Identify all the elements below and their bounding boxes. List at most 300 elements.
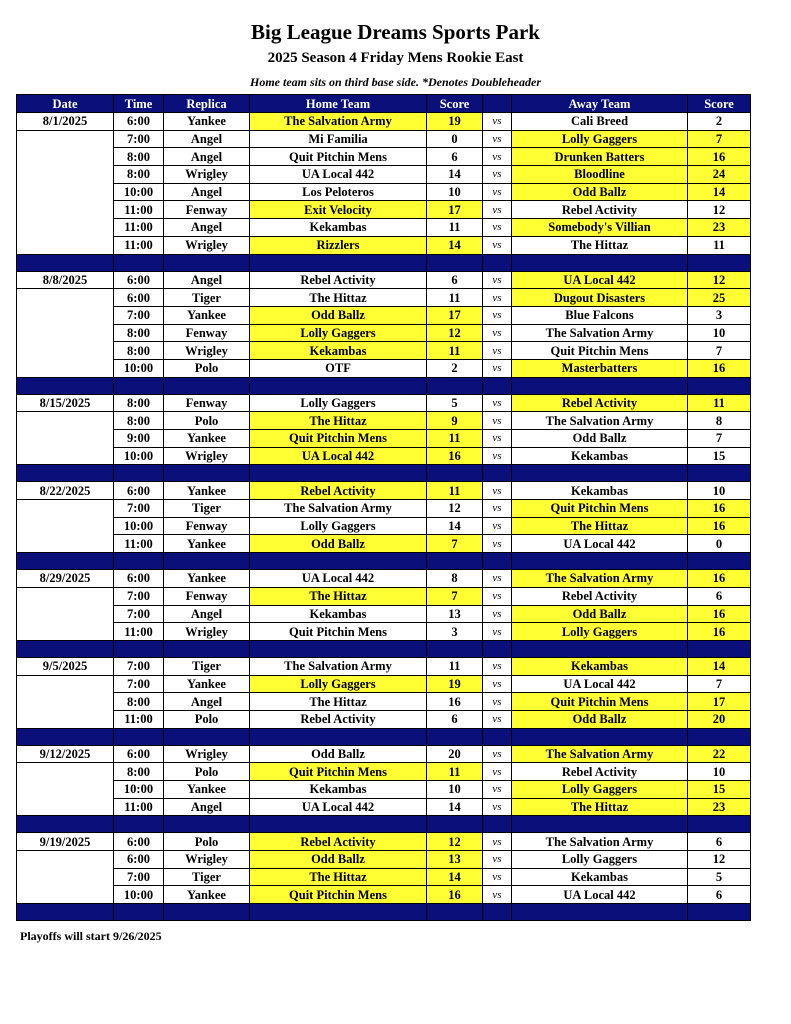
game-row	[17, 412, 751, 430]
away-score: 10	[688, 324, 751, 342]
away-score: 16	[688, 359, 751, 377]
game-time: 8:00	[114, 148, 164, 166]
game-date-blank	[17, 148, 114, 166]
separator-cell	[17, 465, 114, 482]
separator-cell	[483, 254, 512, 271]
game-row	[17, 447, 751, 465]
home-score: 11	[427, 482, 483, 500]
away-score: 2	[688, 113, 751, 131]
game-time: 6:00	[114, 113, 164, 131]
vs-label: vs	[483, 710, 512, 728]
game-time: 6:00	[114, 482, 164, 500]
game-date: 8/22/2025	[17, 482, 114, 500]
game-field: Angel	[164, 219, 250, 237]
away-score: 7	[688, 675, 751, 693]
separator-cell	[688, 816, 751, 833]
game-date-blank	[17, 781, 114, 799]
away-team: UA Local 442	[512, 271, 688, 289]
away-team: UA Local 442	[512, 675, 688, 693]
game-date-blank	[17, 763, 114, 781]
game-time: 9:00	[114, 430, 164, 448]
separator-cell	[512, 904, 688, 921]
page-title: Big League Dreams Sports Park	[251, 20, 540, 44]
home-score: 11	[427, 342, 483, 360]
game-row	[17, 324, 751, 342]
game-row	[17, 219, 751, 237]
home-score: 14	[427, 798, 483, 816]
game-field: Wrigley	[164, 623, 250, 641]
col-header-vs	[483, 95, 512, 113]
page-subtitle: 2025 Season 4 Friday Mens Rookie East	[267, 50, 524, 66]
separator-cell	[427, 254, 483, 271]
separator-cell	[512, 728, 688, 745]
col-header-home-team: Home Team	[250, 95, 427, 113]
away-score: 23	[688, 798, 751, 816]
home-team: The Salvation Army	[250, 113, 427, 131]
col-header-date: Date	[17, 95, 114, 113]
vs-label: vs	[483, 886, 512, 904]
game-date: 8/1/2025	[17, 113, 114, 131]
home-team: UA Local 442	[250, 798, 427, 816]
home-team: The Hittaz	[250, 587, 427, 605]
vs-label: vs	[483, 587, 512, 605]
away-team: Lolly Gaggers	[512, 781, 688, 799]
home-score: 6	[427, 271, 483, 289]
game-date-blank	[17, 851, 114, 869]
game-date: 9/19/2025	[17, 833, 114, 851]
away-team: The Hittaz	[512, 798, 688, 816]
game-field: Fenway	[164, 324, 250, 342]
game-row	[17, 710, 751, 728]
game-field: Angel	[164, 271, 250, 289]
separator-cell	[114, 904, 164, 921]
home-score: 12	[427, 833, 483, 851]
game-row	[17, 359, 751, 377]
vs-label: vs	[483, 130, 512, 148]
separator-cell	[427, 465, 483, 482]
game-time: 10:00	[114, 886, 164, 904]
away-score: 24	[688, 166, 751, 184]
away-score: 16	[688, 517, 751, 535]
away-team: UA Local 442	[512, 535, 688, 553]
away-team: The Salvation Army	[512, 570, 688, 588]
home-team: UA Local 442	[250, 570, 427, 588]
game-time: 7:00	[114, 500, 164, 518]
game-date-blank	[17, 623, 114, 641]
separator-cell	[427, 816, 483, 833]
vs-label: vs	[483, 570, 512, 588]
home-team: Odd Ballz	[250, 745, 427, 763]
separator-cell	[688, 728, 751, 745]
game-time: 11:00	[114, 710, 164, 728]
separator-cell	[17, 553, 114, 570]
game-time: 10:00	[114, 359, 164, 377]
game-date-blank	[17, 342, 114, 360]
week-separator	[17, 904, 751, 921]
game-date-blank	[17, 166, 114, 184]
away-team: The Hittaz	[512, 517, 688, 535]
game-field: Angel	[164, 605, 250, 623]
away-score: 14	[688, 183, 751, 201]
away-team: Kekambas	[512, 657, 688, 675]
game-time: 11:00	[114, 623, 164, 641]
home-score: 3	[427, 623, 483, 641]
game-field: Polo	[164, 833, 250, 851]
separator-cell	[512, 640, 688, 657]
separator-cell	[17, 254, 114, 271]
game-date-blank	[17, 587, 114, 605]
home-score: 7	[427, 587, 483, 605]
game-date-blank	[17, 412, 114, 430]
away-team: Kekambas	[512, 868, 688, 886]
game-field: Tiger	[164, 500, 250, 518]
home-team: Quit Pitchin Mens	[250, 430, 427, 448]
separator-cell	[164, 904, 250, 921]
game-date-blank	[17, 324, 114, 342]
game-date-blank	[17, 430, 114, 448]
separator-cell	[483, 904, 512, 921]
away-team: Bloodline	[512, 166, 688, 184]
away-team: Masterbatters	[512, 359, 688, 377]
game-field: Angel	[164, 183, 250, 201]
game-time: 7:00	[114, 306, 164, 324]
separator-cell	[483, 553, 512, 570]
separator-cell	[250, 254, 427, 271]
game-field: Tiger	[164, 289, 250, 307]
game-time: 8:00	[114, 763, 164, 781]
separator-cell	[114, 728, 164, 745]
game-time: 10:00	[114, 517, 164, 535]
game-field: Yankee	[164, 535, 250, 553]
game-date-blank	[17, 500, 114, 518]
vs-label: vs	[483, 394, 512, 412]
away-score: 15	[688, 447, 751, 465]
away-score: 20	[688, 710, 751, 728]
away-score: 12	[688, 201, 751, 219]
game-field: Tiger	[164, 868, 250, 886]
week-separator	[17, 254, 751, 271]
home-team: Lolly Gaggers	[250, 675, 427, 693]
away-score: 12	[688, 851, 751, 869]
away-team: Quit Pitchin Mens	[512, 500, 688, 518]
game-time: 8:00	[114, 342, 164, 360]
vs-label: vs	[483, 359, 512, 377]
away-score: 10	[688, 482, 751, 500]
game-date: 8/15/2025	[17, 394, 114, 412]
game-field: Angel	[164, 798, 250, 816]
home-score: 16	[427, 447, 483, 465]
vs-label: vs	[483, 183, 512, 201]
separator-cell	[250, 465, 427, 482]
game-date-blank	[17, 359, 114, 377]
week-separator	[17, 640, 751, 657]
away-team: Lolly Gaggers	[512, 130, 688, 148]
game-field: Polo	[164, 359, 250, 377]
away-score: 11	[688, 236, 751, 254]
game-field: Wrigley	[164, 166, 250, 184]
away-team: The Salvation Army	[512, 745, 688, 763]
game-time: 8:00	[114, 166, 164, 184]
game-time: 6:00	[114, 289, 164, 307]
away-team: Odd Ballz	[512, 605, 688, 623]
game-row	[17, 745, 751, 763]
game-date-blank	[17, 447, 114, 465]
home-score: 8	[427, 570, 483, 588]
game-row	[17, 482, 751, 500]
game-field: Yankee	[164, 113, 250, 131]
separator-cell	[17, 728, 114, 745]
home-score: 7	[427, 535, 483, 553]
game-date: 8/29/2025	[17, 570, 114, 588]
game-time: 7:00	[114, 657, 164, 675]
separator-cell	[483, 640, 512, 657]
game-row	[17, 851, 751, 869]
home-team: Quit Pitchin Mens	[250, 623, 427, 641]
home-score: 19	[427, 675, 483, 693]
away-score: 5	[688, 868, 751, 886]
game-field: Fenway	[164, 394, 250, 412]
game-field: Fenway	[164, 587, 250, 605]
separator-cell	[512, 816, 688, 833]
vs-label: vs	[483, 271, 512, 289]
footer-note: Playoffs will start 9/26/2025	[20, 929, 162, 943]
game-field: Polo	[164, 763, 250, 781]
game-time: 8:00	[114, 324, 164, 342]
away-score: 14	[688, 657, 751, 675]
game-row	[17, 289, 751, 307]
game-time: 11:00	[114, 535, 164, 553]
separator-cell	[483, 465, 512, 482]
game-time: 8:00	[114, 693, 164, 711]
separator-cell	[17, 377, 114, 394]
home-score: 6	[427, 148, 483, 166]
home-score: 19	[427, 113, 483, 131]
home-team: UA Local 442	[250, 166, 427, 184]
game-date-blank	[17, 306, 114, 324]
away-team: Rebel Activity	[512, 201, 688, 219]
game-row	[17, 763, 751, 781]
vs-label: vs	[483, 623, 512, 641]
away-team: Kekambas	[512, 482, 688, 500]
game-field: Wrigley	[164, 236, 250, 254]
away-score: 16	[688, 570, 751, 588]
vs-label: vs	[483, 868, 512, 886]
game-row	[17, 394, 751, 412]
home-score: 11	[427, 289, 483, 307]
away-team: The Salvation Army	[512, 833, 688, 851]
home-team: Mi Familia	[250, 130, 427, 148]
home-team: Quit Pitchin Mens	[250, 763, 427, 781]
away-score: 0	[688, 535, 751, 553]
home-team: Odd Ballz	[250, 851, 427, 869]
separator-cell	[427, 377, 483, 394]
away-score: 15	[688, 781, 751, 799]
away-score: 10	[688, 763, 751, 781]
home-team: Rebel Activity	[250, 833, 427, 851]
home-score: 12	[427, 324, 483, 342]
game-time: 8:00	[114, 412, 164, 430]
game-date-blank	[17, 868, 114, 886]
separator-cell	[688, 377, 751, 394]
vs-label: vs	[483, 851, 512, 869]
away-team: The Salvation Army	[512, 412, 688, 430]
home-team: Kekambas	[250, 219, 427, 237]
game-time: 7:00	[114, 587, 164, 605]
home-score: 0	[427, 130, 483, 148]
home-score: 6	[427, 710, 483, 728]
col-header-away-score: Score	[688, 95, 751, 113]
game-field: Yankee	[164, 781, 250, 799]
home-score: 5	[427, 394, 483, 412]
away-score: 16	[688, 605, 751, 623]
game-row	[17, 342, 751, 360]
home-score: 16	[427, 886, 483, 904]
separator-cell	[114, 254, 164, 271]
away-score: 11	[688, 394, 751, 412]
away-team: Somebody's Villian	[512, 219, 688, 237]
game-time: 6:00	[114, 851, 164, 869]
home-team: Quit Pitchin Mens	[250, 148, 427, 166]
home-team: UA Local 442	[250, 447, 427, 465]
game-date-blank	[17, 201, 114, 219]
away-score: 6	[688, 833, 751, 851]
game-row	[17, 183, 751, 201]
separator-cell	[427, 728, 483, 745]
away-team: UA Local 442	[512, 886, 688, 904]
game-time: 8:00	[114, 394, 164, 412]
home-team: Rebel Activity	[250, 482, 427, 500]
separator-cell	[164, 816, 250, 833]
away-score: 8	[688, 412, 751, 430]
separator-cell	[114, 377, 164, 394]
game-time: 7:00	[114, 605, 164, 623]
away-team: Rebel Activity	[512, 763, 688, 781]
col-header-time: Time	[114, 95, 164, 113]
home-score: 14	[427, 868, 483, 886]
separator-cell	[427, 904, 483, 921]
game-row	[17, 236, 751, 254]
game-date-blank	[17, 289, 114, 307]
away-team: Dugout Disasters	[512, 289, 688, 307]
separator-cell	[114, 640, 164, 657]
game-date-blank	[17, 710, 114, 728]
separator-cell	[483, 728, 512, 745]
separator-cell	[164, 640, 250, 657]
away-score: 17	[688, 693, 751, 711]
game-row	[17, 166, 751, 184]
game-field: Fenway	[164, 517, 250, 535]
away-team: Lolly Gaggers	[512, 623, 688, 641]
home-score: 17	[427, 201, 483, 219]
game-row	[17, 833, 751, 851]
away-score: 7	[688, 342, 751, 360]
game-field: Angel	[164, 130, 250, 148]
separator-cell	[17, 816, 114, 833]
home-team: Lolly Gaggers	[250, 324, 427, 342]
separator-cell	[250, 904, 427, 921]
game-date: 9/5/2025	[17, 657, 114, 675]
game-row	[17, 605, 751, 623]
home-team: Rebel Activity	[250, 271, 427, 289]
separator-cell	[512, 553, 688, 570]
home-score: 14	[427, 236, 483, 254]
game-date-blank	[17, 535, 114, 553]
game-field: Yankee	[164, 886, 250, 904]
vs-label: vs	[483, 745, 512, 763]
game-field: Tiger	[164, 657, 250, 675]
away-score: 7	[688, 130, 751, 148]
vs-label: vs	[483, 201, 512, 219]
week-separator	[17, 728, 751, 745]
game-row	[17, 535, 751, 553]
away-team: Quit Pitchin Mens	[512, 342, 688, 360]
home-score: 16	[427, 693, 483, 711]
vs-label: vs	[483, 675, 512, 693]
home-score: 20	[427, 745, 483, 763]
home-team: Odd Ballz	[250, 535, 427, 553]
game-time: 7:00	[114, 130, 164, 148]
vs-label: vs	[483, 535, 512, 553]
separator-cell	[114, 553, 164, 570]
vs-label: vs	[483, 657, 512, 675]
game-time: 10:00	[114, 781, 164, 799]
home-team: Quit Pitchin Mens	[250, 886, 427, 904]
game-field: Angel	[164, 693, 250, 711]
home-team: The Hittaz	[250, 289, 427, 307]
vs-label: vs	[483, 605, 512, 623]
game-date-blank	[17, 675, 114, 693]
game-row	[17, 130, 751, 148]
vs-label: vs	[483, 324, 512, 342]
home-score: 12	[427, 500, 483, 518]
vs-label: vs	[483, 482, 512, 500]
vs-label: vs	[483, 517, 512, 535]
home-team: The Salvation Army	[250, 500, 427, 518]
vs-label: vs	[483, 447, 512, 465]
game-row	[17, 570, 751, 588]
game-row	[17, 306, 751, 324]
game-row	[17, 500, 751, 518]
away-score: 16	[688, 148, 751, 166]
separator-cell	[17, 640, 114, 657]
separator-cell	[250, 377, 427, 394]
game-date-blank	[17, 517, 114, 535]
home-team: The Hittaz	[250, 868, 427, 886]
page-note: Home team sits on third base side. *Denotes Doubleheader	[250, 75, 541, 89]
home-team: The Hittaz	[250, 412, 427, 430]
game-field: Fenway	[164, 201, 250, 219]
game-date-blank	[17, 886, 114, 904]
week-separator	[17, 377, 751, 394]
vs-label: vs	[483, 412, 512, 430]
vs-label: vs	[483, 500, 512, 518]
home-score: 14	[427, 166, 483, 184]
col-header-home-score: Score	[427, 95, 483, 113]
home-score: 17	[427, 306, 483, 324]
game-time: 10:00	[114, 183, 164, 201]
away-team: Odd Ballz	[512, 430, 688, 448]
game-row	[17, 675, 751, 693]
game-field: Polo	[164, 710, 250, 728]
separator-cell	[164, 465, 250, 482]
game-time: 6:00	[114, 570, 164, 588]
separator-cell	[483, 377, 512, 394]
home-score: 10	[427, 183, 483, 201]
away-team: Odd Ballz	[512, 710, 688, 728]
separator-cell	[688, 640, 751, 657]
vs-label: vs	[483, 166, 512, 184]
away-score: 16	[688, 623, 751, 641]
